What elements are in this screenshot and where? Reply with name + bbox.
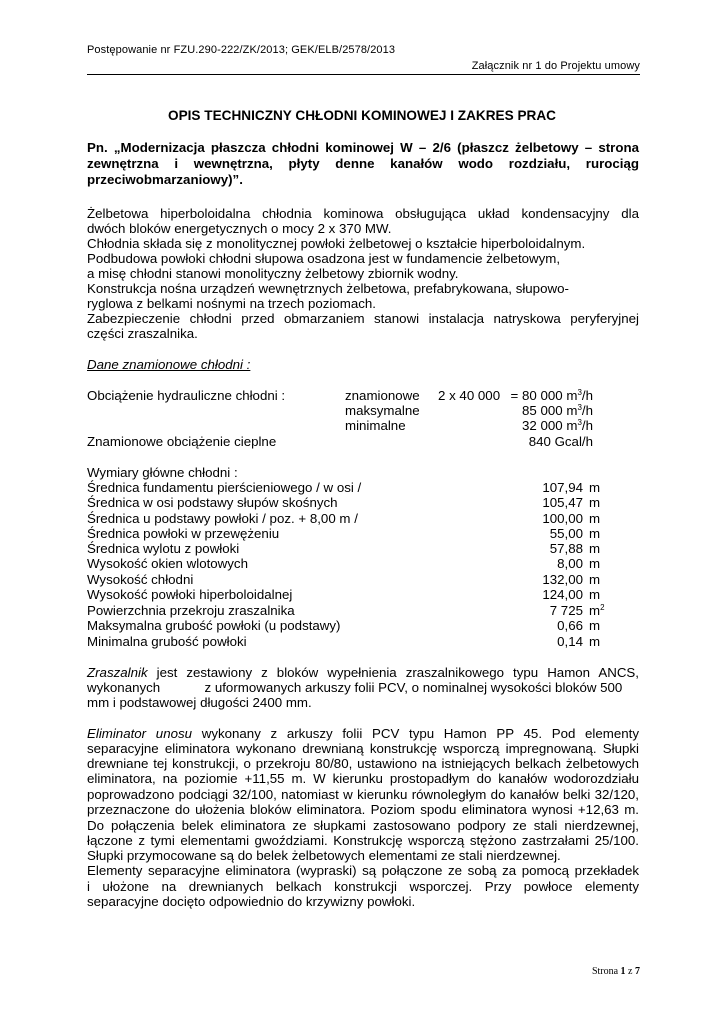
dimension-label: Minimalna grubość powłoki bbox=[87, 634, 247, 649]
eliminator-line: Słupki przymocowane są do belek żelbetowych elementami ze stali nierdzewnej. bbox=[87, 848, 561, 863]
header-divider bbox=[87, 74, 640, 75]
dimension-unit: m bbox=[589, 618, 601, 633]
dimension-value: 124,00 bbox=[542, 587, 583, 602]
dimension-label: Średnica wylotu z powłoki bbox=[87, 541, 240, 556]
dimension-label: Średnica w osi podstawy słupów skośnych bbox=[87, 495, 338, 510]
rated-data-heading: Dane znamionowe chłodni : bbox=[87, 357, 251, 372]
dimension-unit: $m^2$ bbox=[589, 603, 605, 618]
hydraulic-value: = 80 000 $m^3/h$ bbox=[510, 388, 593, 403]
fill-pack-line-2: wykonanych z uformowanych arkuszy folii PCV, o nominalnej wysokości bloków 500 bbox=[87, 680, 623, 695]
dimension-unit: m bbox=[589, 495, 601, 510]
subject-line-3: przeciwobmarzaniowy)”. bbox=[87, 172, 243, 187]
intro-line: ryglowa z belkami nośnymi na trzech poziomach. bbox=[87, 296, 376, 311]
intro-line: Podbudowa powłoki chłodni słupowa osadzona jest w fundamencie żelbetowym, bbox=[87, 251, 561, 266]
dimension-label: Średnica fundamentu pierścieniowego / w osi / bbox=[87, 480, 362, 495]
eliminator-line: przeznaczone do ułożenia bloków eliminatora. Poziom spodu eliminatora wynosi +12,63 m. bbox=[87, 802, 639, 817]
dimension-label: Powierzchnia przekroju zraszalnika bbox=[87, 603, 295, 618]
intro-line: dwóch bloków energetycznych o mocy 2 x 370 MW. bbox=[87, 221, 392, 236]
intro-line: a misę chłodni stanowi monolityczny żelbetowy zbiornik wodny. bbox=[87, 266, 459, 281]
dimension-label: Maksymalna grubość powłoki (u podstawy) bbox=[87, 618, 341, 633]
dimension-label: Średnica powłoki w przewężeniu bbox=[87, 526, 280, 541]
dimension-label: Wysokość powłoki hiperboloidalnej bbox=[87, 587, 293, 602]
dimension-unit: m bbox=[589, 541, 601, 556]
intro-line: Konstrukcja nośna urządzeń wewnętrznych żelbetowa, prefabrykowana, słupowo- bbox=[87, 281, 569, 296]
document-title: OPIS TECHNICZNY CHŁODNI KOMINOWEJ I ZAKRES PRAC bbox=[168, 108, 556, 123]
dimension-unit: m bbox=[589, 634, 601, 649]
dimension-value: 0,14 bbox=[557, 634, 583, 649]
subject-line-1: Pn. „Modernizacja płaszcza chłodni kominowej W – 2/6 (płaszcz żelbetowy – strona bbox=[87, 140, 639, 155]
dimension-value: 0,66 bbox=[557, 618, 583, 633]
dimension-unit: m bbox=[589, 511, 601, 526]
eliminator-line: Elementy separacyjne eliminatora (wypraski) są połączone ze sobą za pomocą przekładek bbox=[87, 863, 639, 878]
dimension-unit: m bbox=[589, 556, 601, 571]
eliminator-term: Eliminator unosu bbox=[87, 726, 193, 741]
hydraulic-value: 85 000 $m^3/h$ bbox=[522, 403, 593, 418]
eliminator-line: poprowadzono podciągi 32/100, natomiast w kierunku równoległym do kanałów belki 32/120, bbox=[87, 787, 639, 802]
fill-pack-line-3: mm i podstawowej długości 2400 mm. bbox=[87, 695, 312, 710]
intro-line: Zabezpieczenie chłodni przed obmarzaniem stanowi instalacja natryskowa peryferyjnej bbox=[87, 311, 639, 326]
heat-load-value: 840 Gcal/h bbox=[528, 434, 593, 449]
fill-pack-term: Zraszalnik bbox=[87, 665, 148, 680]
dimension-unit: m bbox=[589, 480, 601, 495]
dimension-unit: m bbox=[589, 587, 601, 602]
intro-line: Żelbetowa hiperboloidalna chłodnia kominowa obsługująca układ kondensacyjny dla bbox=[87, 206, 639, 221]
dimension-unit: m bbox=[589, 572, 601, 587]
intro-line: części zraszalnika. bbox=[87, 326, 198, 341]
eliminator-line: separacyjne eliminatora wykonano drewnianą konstrukcję wsporczą impregnowaną. Słupki bbox=[87, 741, 639, 756]
intro-line: Chłodnia składa się z monolitycznej powłoki żelbetowej o kształcie hiperboloidalnym. bbox=[87, 236, 586, 251]
dimension-value: 8,00 bbox=[557, 556, 583, 571]
subject-line-2: zewnętrzna i wewnętrzna, płyty denne kanałów wodo rozdziału, rurociąg bbox=[87, 156, 639, 171]
fill-pack-line-1: Zraszalnik jest zestawiony z bloków wypełnienia zraszalnikowego typu Hamon ANCS, bbox=[87, 665, 639, 680]
dimension-value: 55,00 bbox=[549, 526, 583, 541]
dimension-value: 107,94 bbox=[542, 480, 583, 495]
hydraulic-kind: maksymalne bbox=[345, 403, 420, 418]
heat-load-label: Znamionowe obciążenie cieplne bbox=[87, 434, 277, 449]
eliminator-line: separacyjne docięto odpowiednio do krzywizny powłoki. bbox=[87, 894, 416, 909]
hydraulic-kind: znamionowe bbox=[345, 388, 420, 403]
eliminator-line: i ułożone na drewnianych belkach konstrukcji wsporczej. Przy powłoce elementy bbox=[87, 879, 639, 894]
hydraulic-load-label: Obciążenie hydrauliczne chłodni : bbox=[87, 388, 286, 403]
header-attachment-label: Załącznik nr 1 do Projektu umowy bbox=[471, 60, 640, 72]
eliminator-line: drewniane tej konstrukcji, o przekroju 80/80, ustawiono na istniejących belkach żelbetowych bbox=[87, 756, 639, 771]
dimension-value: 105,47 bbox=[542, 495, 583, 510]
page-number: Strona 1 z 7 bbox=[591, 966, 640, 977]
dimension-label: Wysokość okien wlotowych bbox=[87, 556, 248, 571]
dimension-value: 132,00 bbox=[542, 572, 583, 587]
dimension-unit: m bbox=[589, 526, 601, 541]
dimensions-heading: Wymiary główne chłodni : bbox=[87, 465, 238, 480]
dimension-label: Średnica u podstawy powłoki / poz. + 8,00 m / bbox=[87, 511, 358, 526]
dimension-value: 57,88 bbox=[549, 541, 583, 556]
dimension-label: Wysokość chłodni bbox=[87, 572, 194, 587]
eliminator-line: Do połączenia belek eliminatora ze słupkami zastosowano podpory ze stali nierdzewnej, bbox=[87, 818, 639, 833]
dimension-value: 7 725 bbox=[549, 603, 583, 618]
eliminator-line: eliminatora, na poziomie +11,55 m. W kierunku prostopadłym do kanałów wodorozdziału bbox=[87, 771, 639, 786]
hydraulic-kind: minimalne bbox=[345, 418, 406, 433]
hydraulic-expr: 2 x 40 000 bbox=[438, 388, 501, 403]
eliminator-line-1: Eliminator unosu wykonany z arkuszy folii PCV typu Hamon PP 45. Pod elementy bbox=[87, 726, 639, 741]
header-case-number: Postępowanie nr FZU.290-222/ZK/2013; GEK/ELB/2578/2013 bbox=[87, 44, 396, 56]
hydraulic-value: 32 000 $m^3/h$ bbox=[522, 418, 593, 433]
dimension-value: 100,00 bbox=[542, 511, 583, 526]
eliminator-line: łączone z tymi elementami gwoździami. Konstrukcję wsporczą stężono zastrzałami 25/100. bbox=[87, 833, 639, 848]
